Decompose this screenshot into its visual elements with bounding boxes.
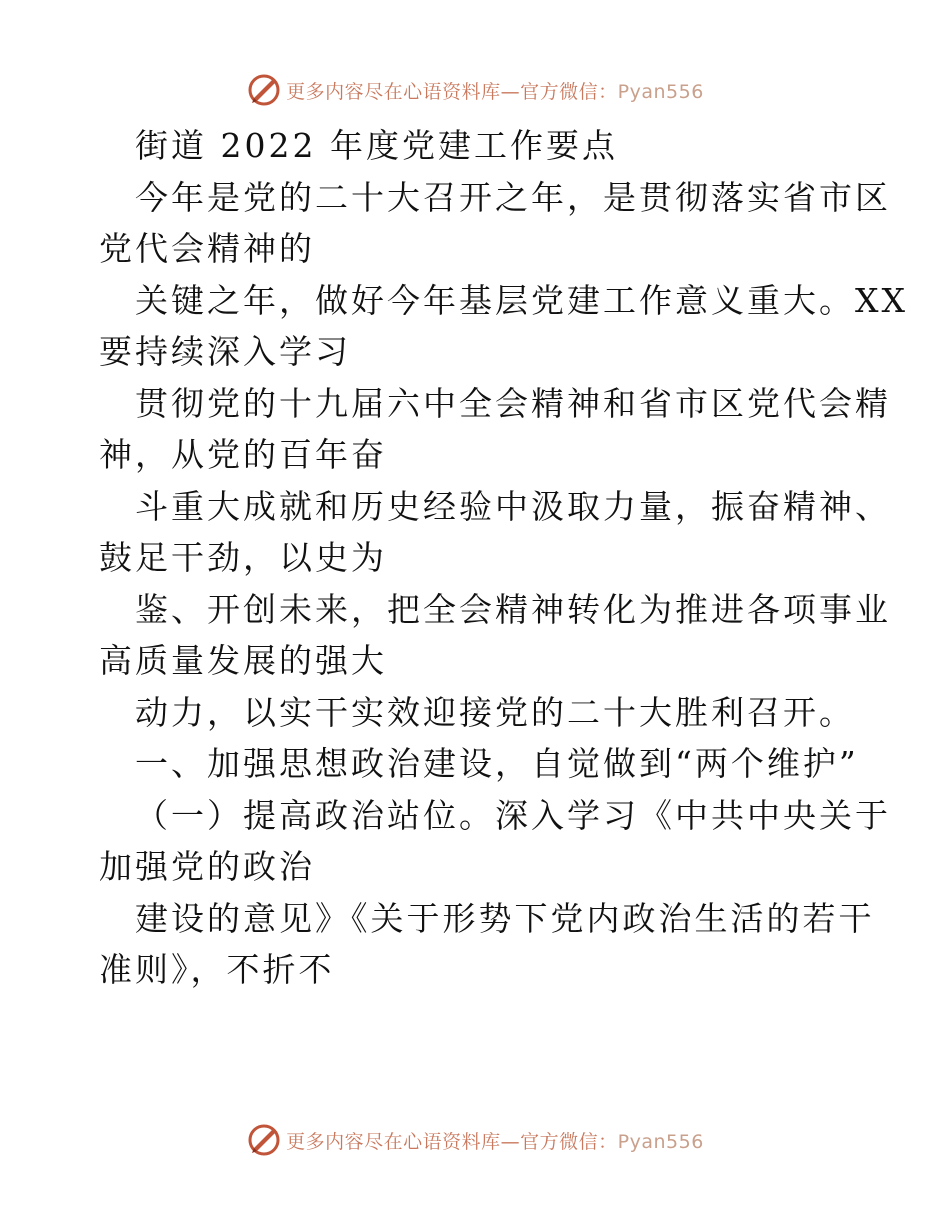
- text-line: 要持续深入学习: [99, 332, 351, 371]
- pen-logo-icon: [246, 72, 282, 108]
- banner-text: [286, 77, 704, 104]
- banner-label: 更多内容尽在心语资料库—官方微信：: [286, 80, 618, 103]
- text-line: 动力，以实干实效迎接党的二十大胜利召开。: [135, 692, 855, 732]
- banner-label: 更多内容尽在心语资料库—官方微信：: [286, 1130, 618, 1153]
- text-line: 神，从党的百年奋: [99, 435, 387, 474]
- text-line: 街道 2022 年度党建工作要点: [135, 126, 618, 165]
- banner-wechat-id: Pyan556: [617, 1130, 704, 1153]
- text-line: 贯彻党的十九届六中全会精神和省市区党代会精: [135, 383, 891, 423]
- text-line: 今年是党的二十大召开之年，是贯彻落实省市区: [135, 177, 891, 217]
- banner-wechat-id: Pyan556: [617, 80, 704, 103]
- text-line: 一、加强思想政治建设，自觉做到“两个维护”: [135, 744, 859, 783]
- text-line: 党代会精神的: [99, 229, 315, 268]
- footer-watermark-banner: [0, 1120, 950, 1160]
- text-line: 鼓足干劲，以史为: [99, 538, 387, 577]
- pen-logo-icon: [246, 1122, 282, 1158]
- text-line: 加强党的政治: [99, 847, 315, 886]
- header-watermark-banner: [0, 70, 950, 110]
- text-line: 建设的意见》《关于形势下党内政治生活的若干: [135, 898, 875, 938]
- banner-text: [286, 1127, 704, 1154]
- text-line: 关键之年，做好今年基层党建工作意义重大。XX: [135, 280, 908, 320]
- text-line: 斗重大成就和历史经验中汲取力量，振奋精神、: [135, 486, 891, 526]
- text-line: （一）提高政治站位。深入学习《中共中央关于: [135, 795, 891, 835]
- text-line: 准则》，不折不: [99, 950, 335, 989]
- text-line: 鉴、开创未来，把全会精神转化为推进各项事业: [135, 589, 891, 629]
- text-line: 高质量发展的强大: [99, 641, 387, 680]
